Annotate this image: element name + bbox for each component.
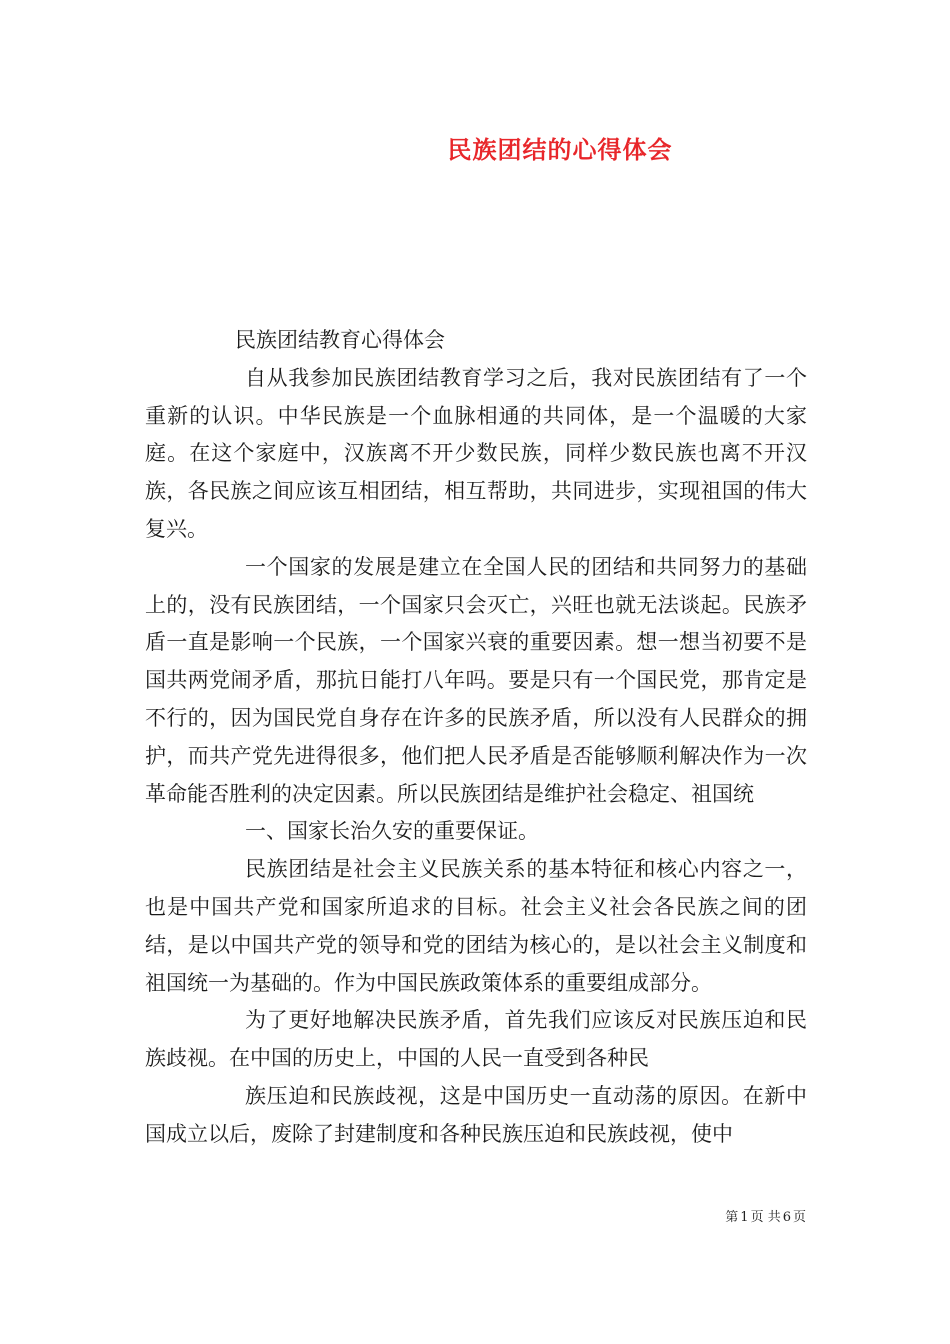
footer-mid: 页 共 bbox=[750, 1210, 781, 1225]
footer-current-page: 1 bbox=[740, 1210, 749, 1225]
paragraph: 为了更好地解决民族矛盾，首先我们应该反对民族压迫和民族歧视。在中国的历史上，中国的人民一直受到各种民 bbox=[145, 1008, 807, 1071]
paragraph: 一个国家的发展是建立在全国人民的团结和共同努力的基础上的，没有民族团结，一个国家只会灭亡，兴旺也就无法谈起。民族矛盾一直是影响一个民族，一个国家兴衰的重要因素。想一想当初要不是国共两党闹矛盾，那抗日能打八年吗。要是只有一个国民党，那肯定是不行的，因为国民党自身存在许多的民族矛盾，所以没有人民群众的拥护，而共产党先进得很多，他们把人民矛盾是否能够顺利解决作为一次革命能否胜利的决定因素。所以民族团结是维护社会稳定、祖国统 bbox=[145, 554, 807, 806]
footer-total-pages: 6 bbox=[782, 1210, 791, 1225]
document-body bbox=[145, 322, 807, 1154]
page-number-footer bbox=[724, 1206, 807, 1225]
section-heading: 一、国家长治久安的重要保证。 bbox=[245, 819, 539, 844]
paragraph: 族压迫和民族歧视，这是中国历史一直动荡的原因。在新中国成立以后，废除了封建制度和各种民族压迫和民族歧视，使中 bbox=[145, 1083, 807, 1146]
paragraph: 民族团结是社会主义民族关系的基本特征和核心内容之一，也是中国共产党和国家所追求的目标。社会主义社会各民族之间的团结，是以中国共产党的领导和党的团结为核心的，是以社会主义制度和祖国统一为基础的。作为中国民族政策体系的重要组成部分。 bbox=[145, 857, 807, 995]
footer-suffix: 页 bbox=[792, 1210, 806, 1225]
paragraph: 自从我参加民族团结教育学习之后，我对民族团结有了一个重新的认识。中华民族是一个血脉相通的共同体，是一个温暖的大家庭。在这个家庭中，汉族离不开少数民族，同样少数民族也离不开汉族，各民族之间应该互相团结，相互帮助，共同进步，实现祖国的伟大复兴。 bbox=[145, 365, 807, 541]
document-title: 民族团结的心得体会 bbox=[447, 135, 673, 164]
footer-prefix: 第 bbox=[725, 1210, 739, 1225]
document-subtitle: 民族团结教育心得体会 bbox=[235, 328, 445, 352]
